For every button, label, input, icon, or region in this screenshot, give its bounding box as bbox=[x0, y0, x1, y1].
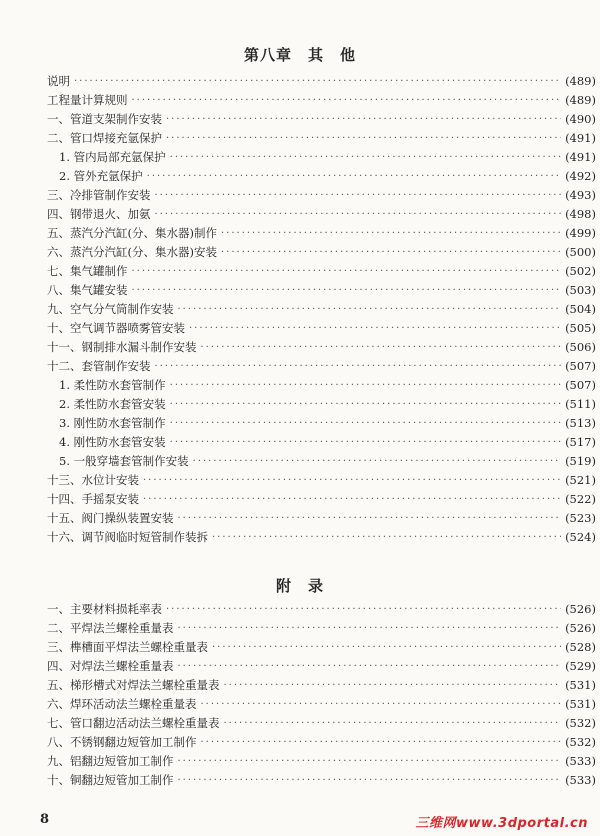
toc-entry-page: (522) bbox=[565, 492, 596, 506]
toc-entry[interactable] bbox=[0, 490, 600, 509]
toc-entry-label: 说明 bbox=[47, 74, 70, 88]
dot-leader bbox=[178, 619, 562, 638]
toc-entry-page: (526) bbox=[565, 602, 596, 616]
toc-entry-label: 2. 柔性防水套管安装 bbox=[59, 397, 166, 411]
toc-entry-label: 五、蒸汽分汽缸(分、集水器)制作 bbox=[47, 226, 217, 240]
toc-entry-page: (529) bbox=[565, 659, 596, 673]
toc-entry-page: (507) bbox=[565, 378, 596, 392]
dot-leader bbox=[201, 733, 562, 752]
toc-entry-page: (533) bbox=[565, 754, 596, 768]
toc-entry-label: 十、铜翻边短管加工制作 bbox=[47, 773, 174, 787]
toc-entry[interactable] bbox=[0, 148, 600, 167]
dot-leader bbox=[170, 395, 561, 414]
toc-entry-label: 四、对焊法兰螺栓重量表 bbox=[47, 659, 174, 673]
dot-leader bbox=[147, 167, 561, 186]
toc-entry[interactable] bbox=[0, 714, 600, 733]
toc-entry[interactable] bbox=[0, 752, 600, 771]
toc-entry[interactable] bbox=[0, 600, 600, 619]
toc-entry[interactable] bbox=[0, 129, 600, 148]
toc-entry-page: (490) bbox=[565, 112, 596, 126]
dot-leader bbox=[178, 300, 562, 319]
toc-entry[interactable] bbox=[0, 319, 600, 338]
toc-entry-page: (531) bbox=[565, 678, 596, 692]
dot-leader bbox=[166, 129, 561, 148]
toc-entry-page: (531) bbox=[565, 697, 596, 711]
toc-entry[interactable] bbox=[0, 186, 600, 205]
dot-leader bbox=[189, 319, 561, 338]
dot-leader bbox=[178, 752, 562, 771]
dot-leader bbox=[155, 186, 562, 205]
toc-entry[interactable] bbox=[0, 471, 600, 490]
toc-entry-page: (533) bbox=[565, 773, 596, 787]
toc-entry-label: 工程量计算规则 bbox=[47, 93, 128, 107]
toc-entry[interactable] bbox=[0, 433, 600, 452]
toc-entry-label: 三、冷排管制作安装 bbox=[47, 188, 151, 202]
toc-entry[interactable] bbox=[0, 452, 600, 471]
toc-entry-label: 七、管口翻边活动法兰螺栓重量表 bbox=[47, 716, 220, 730]
dot-leader bbox=[193, 452, 561, 471]
dot-leader bbox=[224, 714, 562, 733]
toc-entry-page: (521) bbox=[565, 473, 596, 487]
toc-entry-label: 十四、手摇泵安装 bbox=[47, 492, 139, 506]
toc-entry[interactable] bbox=[0, 376, 600, 395]
toc-entry-label: 七、集气罐制作 bbox=[47, 264, 128, 278]
toc-entry-page: (513) bbox=[565, 416, 596, 430]
dot-leader bbox=[166, 110, 561, 129]
dot-leader bbox=[178, 509, 562, 528]
toc-entry-page: (528) bbox=[565, 640, 596, 654]
toc-entry-label: 十二、套管制作安装 bbox=[47, 359, 151, 373]
toc-entry-label: 2. 管外充氩保护 bbox=[59, 169, 143, 183]
toc-entry-label: 五、梯形槽式对焊法兰螺栓重量表 bbox=[47, 678, 220, 692]
toc-entry[interactable] bbox=[0, 657, 600, 676]
toc-entry-label: 六、蒸汽分汽缸(分、集水器)安装 bbox=[47, 245, 217, 259]
toc-entry-label: 十五、阀门操纵装置安装 bbox=[47, 511, 174, 525]
toc-entry-page: (505) bbox=[565, 321, 596, 335]
toc-entry[interactable] bbox=[0, 771, 600, 790]
toc-entry-label: 1. 管内局部充氩保护 bbox=[59, 150, 166, 164]
toc-entry-page: (499) bbox=[565, 226, 596, 240]
dot-leader bbox=[212, 528, 561, 547]
toc-entry[interactable] bbox=[0, 243, 600, 262]
toc-entry-page: (493) bbox=[565, 188, 596, 202]
toc-entry-label: 4. 刚性防水套管安装 bbox=[59, 435, 166, 449]
toc-entry-page: (503) bbox=[565, 283, 596, 297]
dot-leader bbox=[155, 357, 562, 376]
dot-leader bbox=[224, 676, 562, 695]
toc-entry[interactable] bbox=[0, 638, 600, 657]
toc-entry-label: 十六、调节阀临时短管制作装拆 bbox=[47, 530, 208, 544]
dot-leader bbox=[178, 657, 562, 676]
toc-entry-label: 1. 柔性防水套管制作 bbox=[59, 378, 166, 392]
dot-leader bbox=[166, 600, 561, 619]
toc-entry-page: (491) bbox=[565, 150, 596, 164]
toc-entry-page: (502) bbox=[565, 264, 596, 278]
dot-leader bbox=[201, 338, 562, 357]
toc-entry-label: 九、铝翻边短管加工制作 bbox=[47, 754, 174, 768]
page-number: 8 bbox=[40, 812, 50, 827]
dot-leader bbox=[201, 695, 562, 714]
toc-entry-page: (532) bbox=[565, 716, 596, 730]
dot-leader bbox=[170, 433, 561, 452]
toc-entry[interactable] bbox=[0, 414, 600, 433]
watermark-logo: 三维网www.3dportal.cn bbox=[415, 816, 588, 831]
toc-entry-label: 八、集气罐安装 bbox=[47, 283, 128, 297]
toc-entry-label: 十、空气调节器喷雾管安装 bbox=[47, 321, 185, 335]
dot-leader bbox=[170, 414, 561, 433]
toc-entry-label: 四、钢带退火、加氨 bbox=[47, 207, 151, 221]
toc-entry-page: (524) bbox=[565, 530, 596, 544]
dot-leader bbox=[170, 376, 561, 395]
toc-entry-label: 二、管口焊接充氩保护 bbox=[47, 131, 162, 145]
toc-entry[interactable] bbox=[0, 110, 600, 129]
toc-entry[interactable] bbox=[0, 72, 600, 91]
toc-entry-page: (511) bbox=[565, 397, 596, 411]
toc-entry-label: 一、主要材料损耗率表 bbox=[47, 602, 162, 616]
dot-leader bbox=[221, 224, 561, 243]
dot-leader bbox=[170, 148, 561, 167]
toc-entry-page: (506) bbox=[565, 340, 596, 354]
toc-entry-page: (526) bbox=[565, 621, 596, 635]
toc-entry[interactable] bbox=[0, 509, 600, 528]
toc-entry[interactable] bbox=[0, 262, 600, 281]
toc-entry-label: 十三、水位计安装 bbox=[47, 473, 139, 487]
toc-entry-page: (492) bbox=[565, 169, 596, 183]
dot-leader bbox=[132, 281, 562, 300]
toc-entry-label: 5. 一般穿墙套管制作安装 bbox=[59, 454, 189, 468]
chapter-title: 第八章 其 他 bbox=[243, 46, 356, 64]
toc-entry-page: (504) bbox=[565, 302, 596, 316]
toc-entry[interactable] bbox=[0, 300, 600, 319]
toc-entry[interactable] bbox=[0, 224, 600, 243]
dot-leader bbox=[212, 638, 561, 657]
toc-entry-page: (500) bbox=[565, 245, 596, 259]
toc-entry[interactable] bbox=[0, 395, 600, 414]
toc-entry[interactable] bbox=[0, 619, 600, 638]
toc-entry-label: 三、榫槽面平焊法兰螺栓重量表 bbox=[47, 640, 208, 654]
appendix-toc-list bbox=[0, 600, 600, 790]
toc-entry-page: (498) bbox=[565, 207, 596, 221]
dot-leader bbox=[143, 471, 561, 490]
chapter-toc-list bbox=[0, 72, 600, 547]
toc-entry[interactable] bbox=[0, 357, 600, 376]
toc-entry-page: (519) bbox=[565, 454, 596, 468]
toc-entry-page: (491) bbox=[565, 131, 596, 145]
toc-entry[interactable] bbox=[0, 338, 600, 357]
toc-entry-page: (532) bbox=[565, 735, 596, 749]
dot-leader bbox=[132, 91, 562, 110]
toc-entry-label: 3. 刚性防水套管制作 bbox=[59, 416, 166, 430]
toc-entry-label: 十一、钢制排水漏斗制作安装 bbox=[47, 340, 197, 354]
toc-entry[interactable] bbox=[0, 676, 600, 695]
toc-entry-label: 九、空气分气筒制作安装 bbox=[47, 302, 174, 316]
toc-entry-label: 八、不锈钢翻边短管加工制作 bbox=[47, 735, 197, 749]
toc-entry[interactable] bbox=[0, 733, 600, 752]
toc-entry-label: 六、焊环活动法兰螺栓重量表 bbox=[47, 697, 197, 711]
toc-entry[interactable] bbox=[0, 528, 600, 547]
toc-entry[interactable] bbox=[0, 205, 600, 224]
toc-entry-label: 一、管道支架制作安装 bbox=[47, 112, 162, 126]
toc-entry-page: (523) bbox=[565, 511, 596, 525]
toc-entry-page: (489) bbox=[565, 93, 596, 107]
toc-entry-page: (489) bbox=[565, 74, 596, 88]
toc-entry[interactable] bbox=[0, 695, 600, 714]
toc-entry[interactable] bbox=[0, 167, 600, 186]
dot-leader bbox=[221, 243, 561, 262]
dot-leader bbox=[178, 771, 562, 790]
dot-leader bbox=[74, 72, 561, 91]
dot-leader bbox=[155, 205, 562, 224]
toc-entry[interactable] bbox=[0, 91, 600, 110]
appendix-title: 附 录 bbox=[275, 577, 324, 595]
toc-entry-page: (507) bbox=[565, 359, 596, 373]
toc-entry[interactable] bbox=[0, 281, 600, 300]
toc-entry-page: (517) bbox=[565, 435, 596, 449]
dot-leader bbox=[143, 490, 561, 509]
dot-leader bbox=[132, 262, 562, 281]
toc-entry-label: 二、平焊法兰螺栓重量表 bbox=[47, 621, 174, 635]
